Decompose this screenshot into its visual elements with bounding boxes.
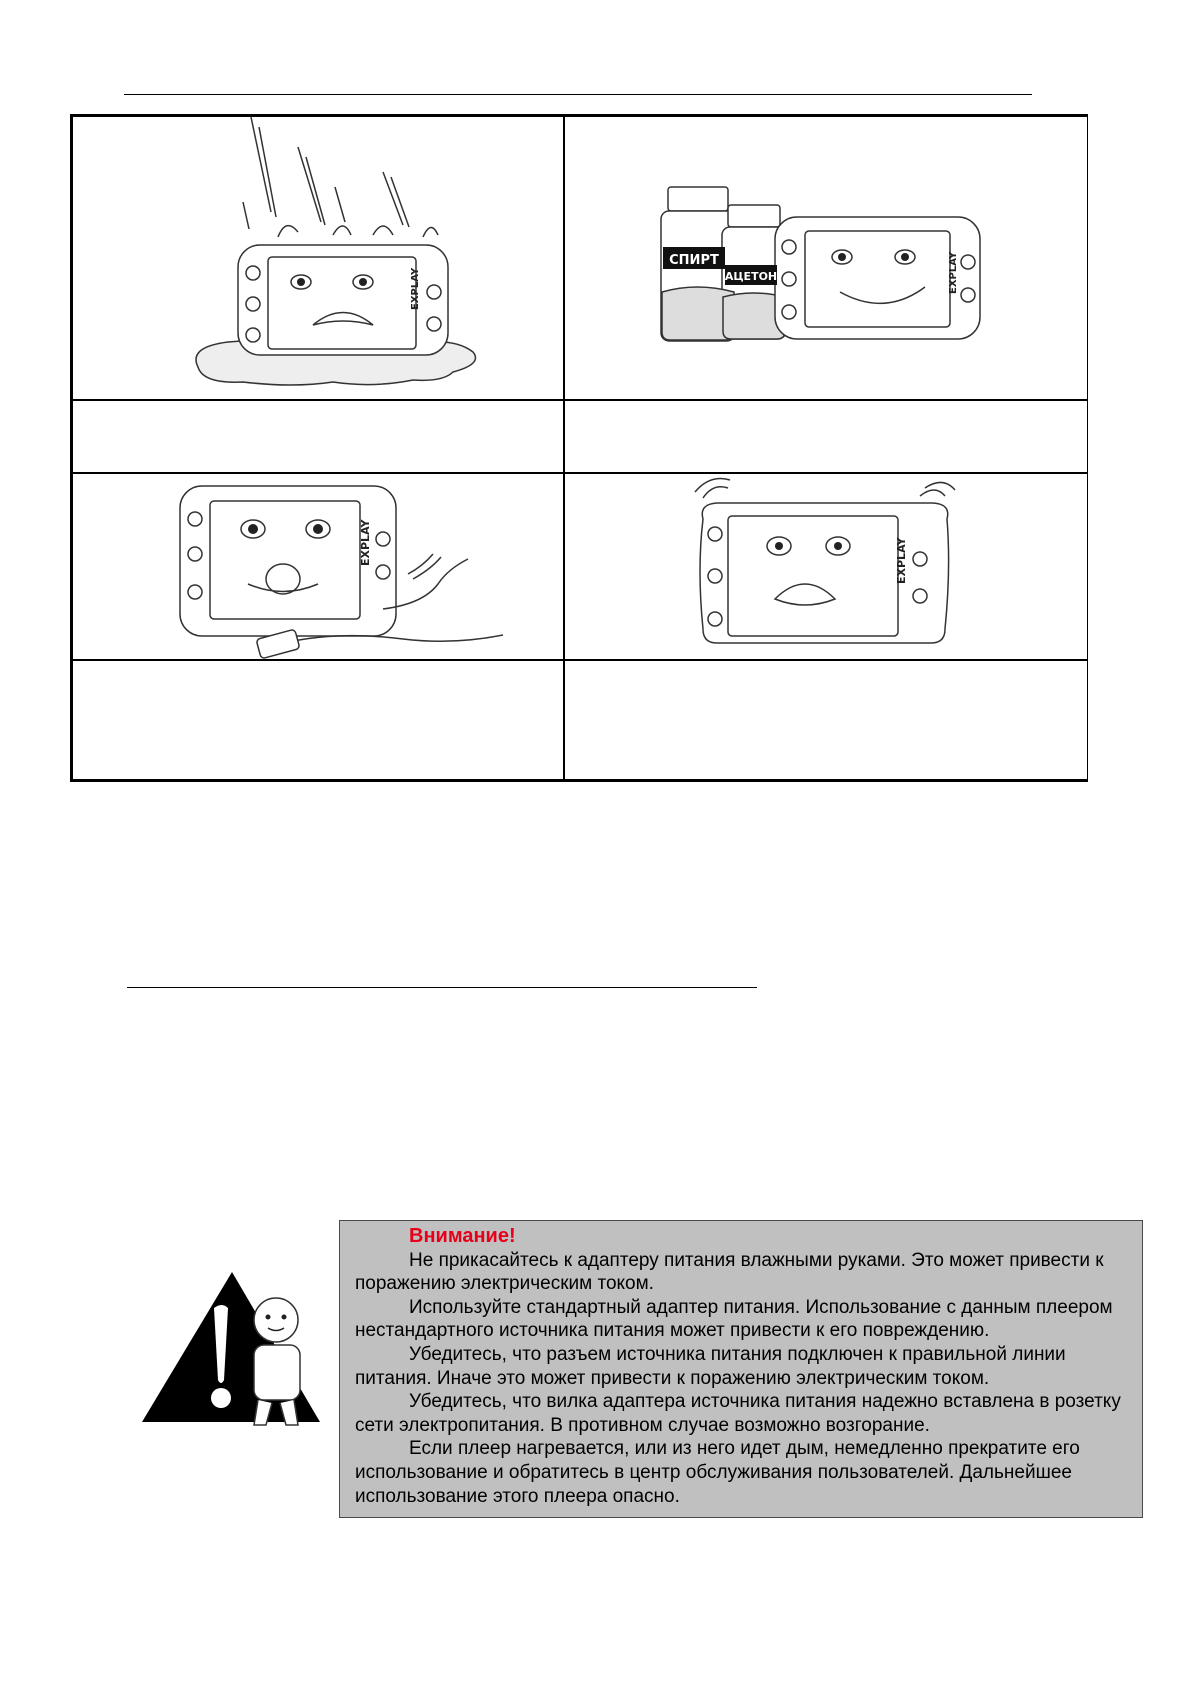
player-chemicals-illustration [565, 117, 1089, 401]
illustration-cell-water [72, 116, 564, 400]
warning-icon [136, 1270, 320, 1430]
illustration-cell-chemicals [564, 116, 1088, 400]
warning-paragraph: Не прикасайтесь к адаптеру питания влажными руками. Это может привести к поражению электрическим током. [355, 1249, 1104, 1295]
caption-cell [72, 660, 564, 780]
warning-paragraph: Если плеер нагревается, или из него идет дым, немедленно прекратите его использование и обратитесь в центр обслуживания пользователей. Дальнейшее использование этого плеера опасно. [355, 1438, 1080, 1507]
warning-paragraph: Используйте стандартный адаптер питания. Использование с данным плеером нестандартного источника питания может привести к его повреждению. [355, 1296, 1113, 1342]
player-plug-illustration [73, 474, 565, 661]
bottle-label-acetone: АЦЕТОН [724, 270, 778, 283]
caption-cell [564, 400, 1088, 473]
warning-paragraph: Убедитесь, что вилка адаптера источника питания надежно вставлена в розетку сети электропитания. В противном случае возможно возгорание. [355, 1391, 1121, 1436]
warning-box [339, 1220, 1143, 1518]
section-rule [127, 987, 757, 988]
player-heat-illustration [565, 474, 1089, 661]
illustration-cell-plug [72, 473, 564, 660]
player-logo: EXPLAY [895, 537, 908, 584]
caption-cell [564, 660, 1088, 780]
illustration-grid [70, 114, 1088, 782]
warning-paragraph: Убедитесь, что разъем источника питания подключен к правильной линии питания. Иначе это может привести к поражению электрическим током. [355, 1343, 1066, 1389]
player-logo: EXPLAY [948, 251, 959, 294]
bottle-label-alcohol: СПИРТ [669, 253, 719, 268]
player-in-water-illustration [73, 117, 565, 401]
illustration-cell-heat [564, 473, 1088, 660]
caption-cell [72, 400, 564, 473]
warning-title: Внимание! [409, 1225, 516, 1247]
top-rule [124, 94, 1032, 95]
player-logo: EXPLAY [410, 267, 421, 310]
player-logo: EXPLAY [359, 519, 372, 566]
